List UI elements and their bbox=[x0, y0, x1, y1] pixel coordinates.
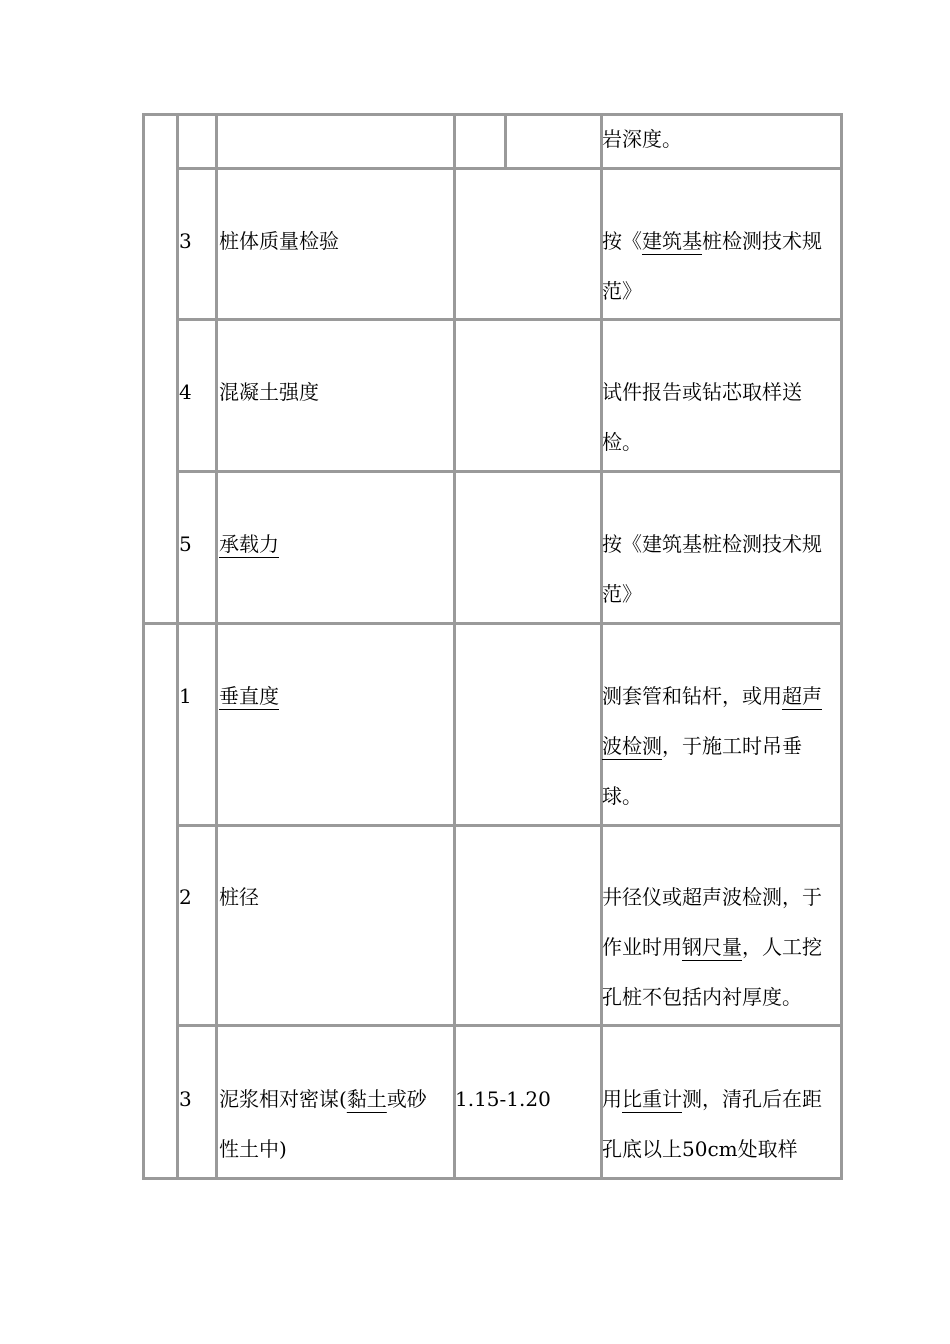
note-line: 孔桩不包括内衬厚度。 bbox=[602, 985, 802, 1009]
note-line: 检。 bbox=[602, 430, 642, 454]
row-divider bbox=[178, 824, 843, 827]
note-line: 作业时用钢尺量，人工挖 bbox=[602, 935, 822, 959]
row-divider bbox=[178, 167, 843, 170]
item-cell: 混凝土强度 bbox=[219, 380, 319, 404]
col-divider bbox=[176, 113, 179, 1180]
note-line: 试件报告或钻芯取样送 bbox=[602, 380, 802, 404]
note-line: 孔底以上50cm处取样 bbox=[602, 1137, 798, 1161]
note-line: 用比重计测，清孔后在距 bbox=[602, 1087, 822, 1111]
note-line: 球。 bbox=[602, 784, 642, 808]
note-line: 井径仪或超声波检测，于 bbox=[602, 885, 822, 909]
row-number: 1 bbox=[179, 684, 192, 708]
row-number: 2 bbox=[179, 885, 192, 909]
item-line: 泥浆相对密谋(黏土或砂 bbox=[219, 1087, 427, 1111]
row-number: 5 bbox=[179, 532, 192, 556]
col-divider bbox=[215, 113, 218, 1180]
col-divider-short bbox=[504, 113, 507, 167]
note-line: 范》 bbox=[602, 279, 642, 303]
table-border-right bbox=[840, 113, 843, 1180]
item-cell: 桩体质量检验 bbox=[219, 229, 339, 253]
col-divider bbox=[453, 113, 456, 1180]
note-line: 波检测，于施工时吊垂 bbox=[602, 734, 802, 758]
inspection-table bbox=[142, 113, 843, 1180]
note-line: 范》 bbox=[602, 582, 642, 606]
row-divider bbox=[178, 1024, 843, 1027]
item-cell: 桩径 bbox=[219, 885, 259, 909]
table-border-top bbox=[142, 113, 843, 116]
item-cell: 承载力 bbox=[219, 532, 279, 556]
note-line: 测套管和钻杆，或用超声 bbox=[602, 684, 822, 708]
group-divider bbox=[142, 622, 843, 625]
table-border-bottom bbox=[142, 1177, 843, 1180]
row-number: 3 bbox=[179, 1087, 192, 1111]
row-number: 3 bbox=[179, 229, 192, 253]
note-line: 按《建筑基桩检测技术规 bbox=[602, 532, 822, 556]
row-divider bbox=[178, 470, 843, 473]
note-line: 按《建筑基桩检测技术规 bbox=[602, 229, 822, 253]
item-line: 性土中) bbox=[219, 1137, 287, 1161]
item-cell: 垂直度 bbox=[219, 684, 279, 708]
row-divider bbox=[178, 318, 843, 321]
row-number: 4 bbox=[179, 380, 192, 404]
value-cell: 1.15-1.20 bbox=[455, 1087, 551, 1111]
note-cell: 岩深度。 bbox=[602, 127, 682, 151]
table-border-left bbox=[142, 113, 145, 1180]
